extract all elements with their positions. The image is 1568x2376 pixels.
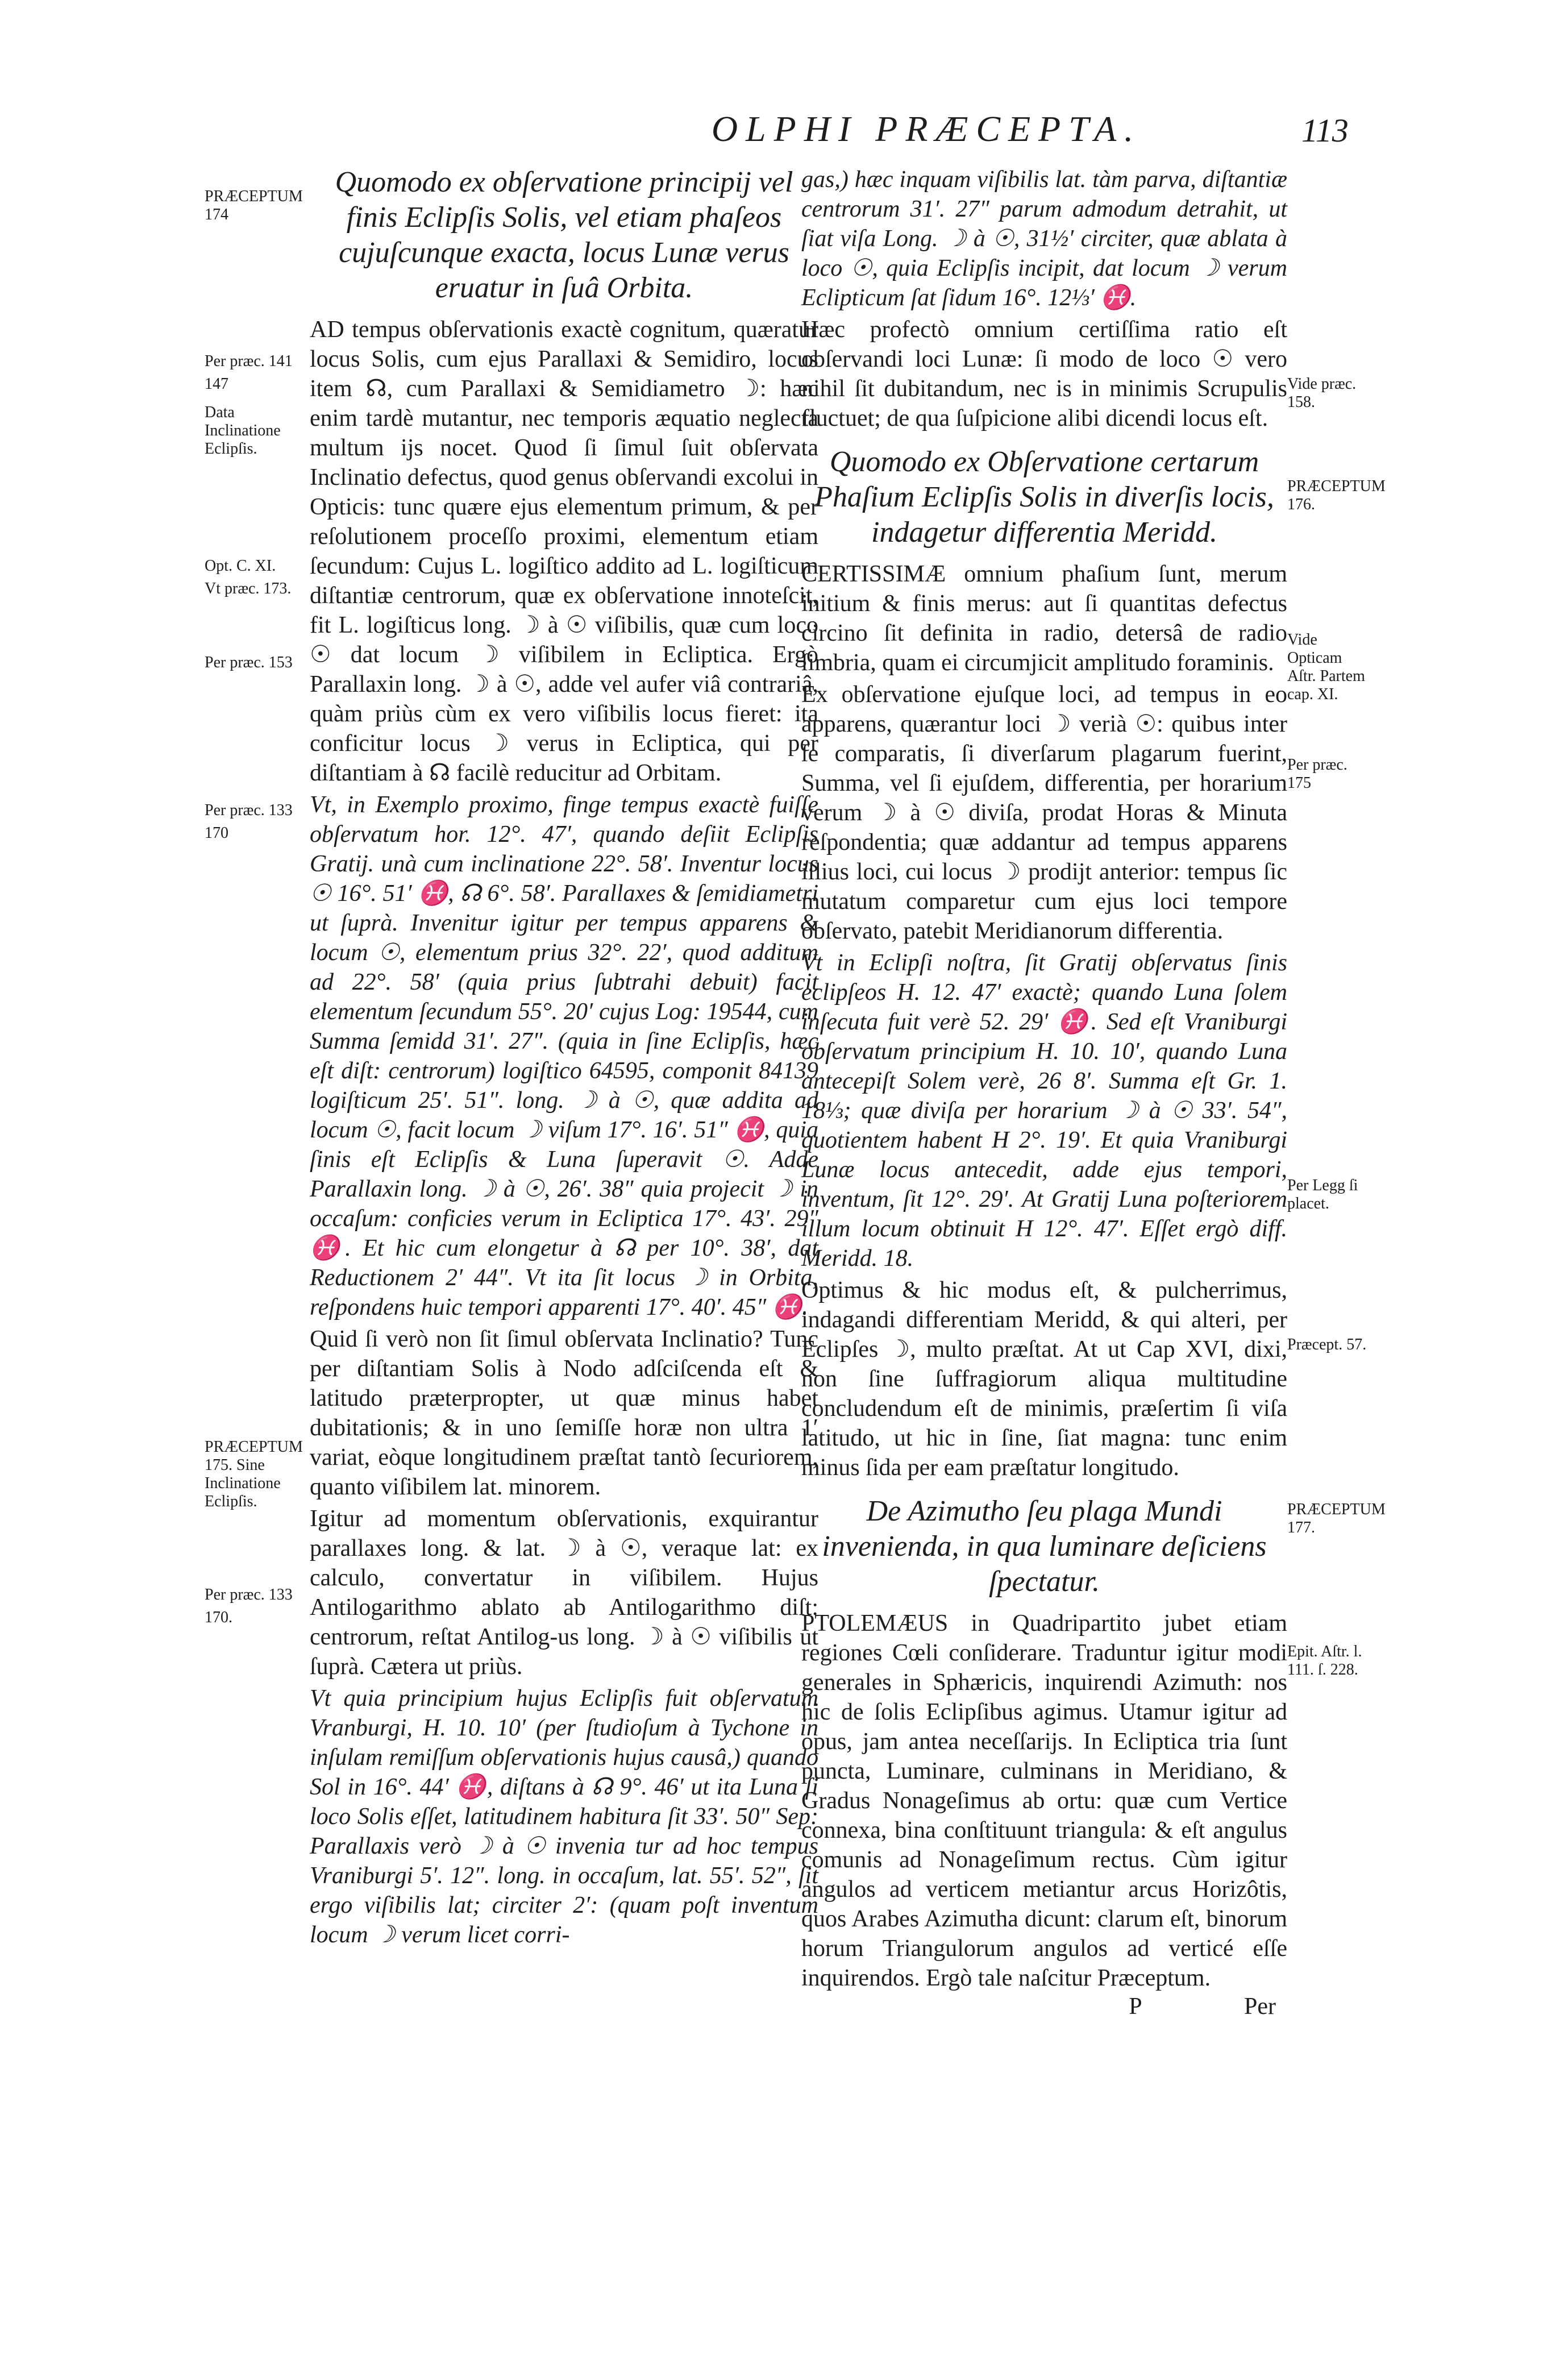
margin-note: Per præc. 153 (205, 654, 293, 671)
margin-note: Opt. C. XI. (205, 557, 276, 575)
margin-note: PRÆCEPTUM 174 (205, 188, 303, 223)
catchword: Per (1244, 1993, 1276, 2020)
signature-mark: P (1129, 1993, 1141, 2020)
running-title: OLPHI PRÆCEPTA. (711, 109, 1142, 149)
page-number: 113 (1301, 112, 1349, 149)
margin-note: 147 (205, 375, 228, 393)
margin-note: Per præc. 133 (205, 1586, 293, 1604)
body-paragraph: Optimus & hic modus eſt, & pulcherrimus, indagandi differentiam Meridd, & qui alteri, per Eclipſes ☽, multo præſtat. At ut Cap XVI, dixi, non ſine ſuffragiorum aliqua multitudine concludendum eſt de minimis, præſertim ſi viſa latitudo, ut hic in ſine, ſiat magna: tunc enim minus ſida per eam præſtatur longitudo. (801, 1277, 1287, 1481)
margin-note: Vide Opticam Aſtr. Partem cap. XI. (1287, 631, 1365, 703)
margin-note: 170 (205, 824, 228, 842)
body-paragraph: Ex obſervatione ejuſque loci, ad tempus in eo apparens, quærantur loci ☽ verià ☉: quibus inter ſe comparatis, ſi diverſarum plagarum fuerint, Summa, vel ſi ejuſdem, differentia, per horarium verum ☽ à ☉ diviſa, prodat Horas & Minuta reſpondentia; quæ addantur ad tempus apparens illius loci, cui locus ☽ prodijt anterior: tempus ſic mutatum comparetur cum ejus loci tempore obſervato, patebit Meridianorum differentia. (801, 682, 1287, 944)
margin-note: Præcept. 57. (1287, 1336, 1367, 1353)
right-column (801, 165, 1287, 2020)
body-paragraph: Hæc profectò omnium certiſſima ratio eſt obſervandi loci Lunæ: ſi modo de loco ☉ vero nihil ſit dubitandum, nec is in minimis Scrupulis fluctuet; de qua ſuſpicione alibi dicendi locus eſt. (801, 317, 1287, 431)
margin-note: Epit. Aſtr. l. 111. ſ. 228. (1287, 1643, 1362, 1679)
margin-note: Data Inclinatione Eclipſis. (205, 404, 281, 458)
body-paragraph: AD tempus obſervationis exactè cognitum, quæratur locus Solis, cum ejus Parallaxi & Semidiro, locus item ☊, cum Parallaxi & Semidiametro ☽: hæc enim tardè mutantur, nec temporis æquatio neglecta multum ijs nocet. Quod ſi ſimul ſuit obſervata Inclinatio defectus, quod genus obſervandi excolui in Opticis: tunc quære ejus elementum primum, & per reſolutionem proceſſo proximi, elementum etiam ſecundum: Cujus L. logiſtico addito ad L. logiſticum diſtantiæ centrorum, quæ ex obſervatione innoteſcit, fit L. logiſticus long. ☽ à ☉ viſibilis, quæ cum loco ☉ dat locum ☽ viſibilem in Ecliptica. Ergò Parallaxin long. ☽ à ☉, adde vel aufer viâ contrariâ, quàm priùs cùm ex vero viſibilis locus fieret: ita conficitur locus ☽ verus in Ecliptica, qui per diſtantiam à ☊ facilè reducitur ad Orbitam. (310, 317, 818, 786)
body-paragraph: Quid ſi verò non ſit ſimul obſervata Inclinatio? Tunc per diſtantiam Solis à Nodo adſciſcenda eſt & latitudo præterpropter, ut quæ minus habet dubitationis; & in uno ſemiſſe horæ non ultra 1′ variat, eòque longitudinem præſtat tantò ſecuriorem, quanto viſibilem lat. minorem. (310, 1326, 818, 1500)
page-footer (801, 1993, 1287, 2020)
margin-note: Vt præc. 173. (205, 580, 292, 597)
body-paragraph: Igitur ad momentum obſervationis, exquirantur parallaxes long. & lat. ☽ à ☉, veraque lat: ex calculo, convertatur in viſibilem. Hujus Antilogarithmo ablato ab Antilogarithmo diſt: centrorum, reſtat Antilog-us long. ☽ à ☉ viſibilis ut ſuprà. Cætera ut priùs. (310, 1506, 818, 1680)
margin-note: Per Legg ſi placet. (1287, 1177, 1358, 1212)
margin-note: 170. (205, 1609, 232, 1626)
example-paragraph: gas,) hæc inquam viſibilis lat. tàm parva, diſtantiæ centrorum 31′. 27″ parum admodum detrahit, ut ſiat viſa Long. ☽ à ☉, 31½′ circiter, quæ ablata à loco ☉, quia Eclipſis incipit, dat locum ☽ verum Eclipticum ſat ſidum 16°. 12⅓′ ♓. (801, 167, 1287, 311)
body-paragraph: PTOLEMÆUS in Quadripartito jubet etiam regiones Cœli conſiderare. Traduntur igitur modi generales in Sphæricis, inquirendi Azimuth: nos hic de ſolis Eclipſibus agimus. Utamur igitur ad opus, jam antea neceſſarijs. In Ecliptica tria ſunt puncta, Luminare, culminans in Meridiano, & Gradus Nonageſimus ab ortu: quæ cum Vertice connexa, bina conſtituunt triangula: & eſt angulus comunis ad Nonageſimum rectus. Cùm igitur angulos ad verticem metiantur arcus Horizôtis, quos Arabes Azimutha dicunt: clarum eſt, binorum horum Triangulorum angulos ad verticé eſſe inquirendos. Ergò tale naſcitur Præceptum. (801, 1610, 1287, 1991)
example-paragraph: Vt, in Exemplo proximo, finge tempus exactè fuiſſe obſervatum hor. 12°. 47′, quando deſiit Eclipſis Gratij. unà cum inclinatione 22°. 58′. Inventur locus ☉ 16°. 51′ ♓, ☊ 6°. 58′. Parallaxes & ſemidiametri ut ſuprà. Invenitur igitur per tempus apparens & locum ☉, elementum prius 32°. 22′, quod additum ad 22°. 58′ (quia prius ſubtrahi debuit) facit elementum ſecundum 55°. 20′ cujus Log: 19544, cum Summa ſemidd 31′. 27″. (quia in ſine Eclipſis, hæc eſt diſt: centrorum) logiſtico 64595, componit 84139 logiſticum 25′. 51″. long. ☽ à ☉, quæ addita ad locum ☉, facit locum ☽ viſum 17°. 16′. 51″ ♓, quia ſinis eſt Eclipſis & Luna ſuperavit ☉. Adde Parallaxin long. ☽ à ☉, 26′. 38″ quia projecit ☽ in occaſum: conficies verum in Ecliptica 17°. 43′. 29″ ♓. Et hic cum elongetur à ☊ per 10°. 38′, dat Reductionem 2′ 44″. Vt ita ſit locus ☽ in Orbita, reſpondens huic tempori apparenti 17°. 40′. 45″ ♓. (310, 792, 818, 1320)
margin-note: PRÆCEPTUM 177. (1287, 1501, 1386, 1536)
example-paragraph: Vt in Eclipſi noſtra, ſit Gratij obſervatus ſinis eclipſeos H. 12. 47′ exactè; quando Luna ſolem inſecuta fuit verè 52. 29′ ♓. Sed eſt Vraniburgi obſervatum principium H. 10. 10′, quando Luna antecepiſt Solem verè, 26 8′. Summa eſt Gr. 1. 18⅓; quæ diviſa per horarium ☽ à ☉ 33′. 54″, quotientem habent H 2°. 19′. Et quia Vraniburgi Lunæ locus antecedit, adde ejus tempori, inventum, ſit 12°. 29′. At Gratij Luna poſteriorem illum locum obtinuit H 12°. 47′. Eſſet ergò diff. Meridd. 18. (801, 950, 1287, 1272)
section-heading: Quomodo ex Obſervatione certarum Phaſium Eclipſis Solis in diverſis locis, indagetur differentia Meridd. (814, 446, 1274, 549)
section-heading: Quomodo ex obſervatione principij vel finis Eclipſis Solis, vel etiam phaſeos cujuſcunque exacta, locus Lunæ verus eruatur in ſuâ Orbita. (335, 166, 793, 304)
margin-note: Per præc. 175 (1287, 756, 1347, 792)
section-heading: De Azimutho ſeu plaga Mundi invenienda, in qua luminare deſiciens ſpectatur. (822, 1495, 1267, 1598)
margin-note: Per præc. 133 (205, 801, 293, 819)
margin-note: PRÆCEPTUM 176. (1287, 477, 1386, 513)
left-column (310, 165, 818, 1950)
margin-note: Per præc. 141 (205, 352, 293, 370)
margin-note: PRÆCEPTUM 175. Sine Inclinatione Eclipſis. (205, 1438, 303, 1510)
example-paragraph: Vt quia principium hujus Eclipſis fuit obſervatum Vranburgi, H. 10. 10′ (per ſtudioſum à Tychone in inſulam remiſſum obſervationis hujus causâ,) quando Sol in 16°. 44′ ♓, diſtans à ☊ 9°. 46′ ut ita Luna ſi loco Solis eſſet, latitudinem habitura ſit 33′. 50″ Sep: Parallaxis verò ☽ à ☉ invenia tur ad hoc tempus Vraniburgi 5′. 12″. long. in occaſum, lat. 55′. 52″, ſit ergo viſibilis lat; circiter 2′: (quam poſt inventum locum ☽ verum licet corri- (310, 1685, 818, 1948)
body-paragraph: CERTISSIMÆ omnium phaſium ſunt, merum initium & finis merus: aut ſi quantitas defectus circino ſit definita in radio, detersâ de radio ſimbria, quam ei circumjicit amplitudo foraminis. (801, 561, 1287, 676)
margin-note: Vide præc. 158. (1287, 375, 1357, 411)
